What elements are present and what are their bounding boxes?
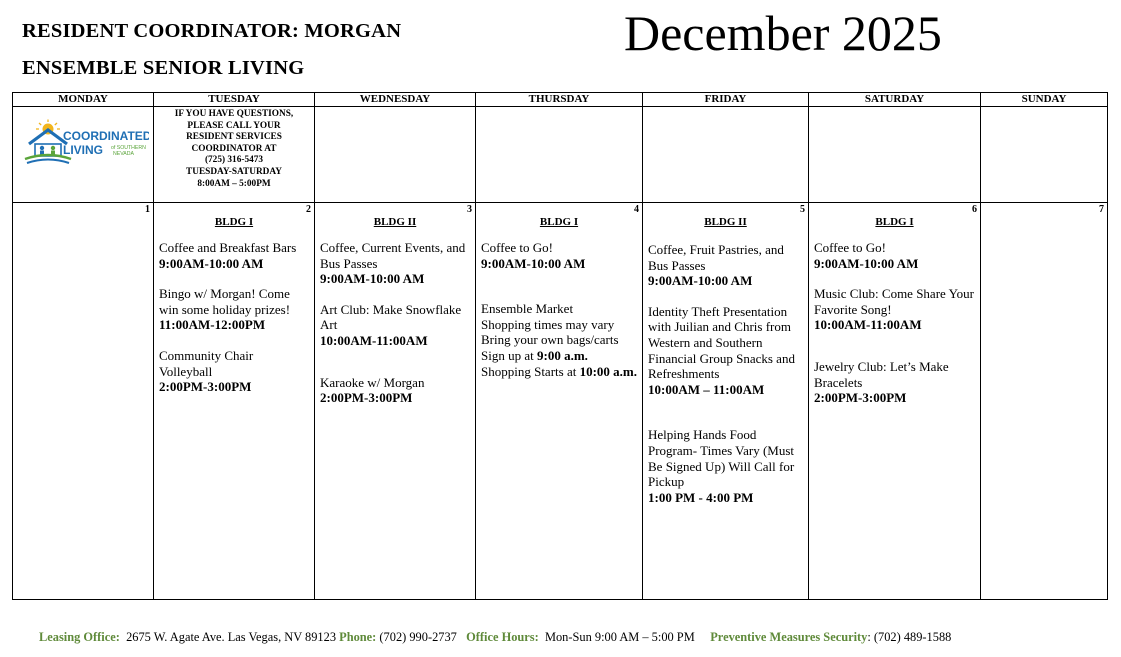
logo-cell (13, 107, 154, 203)
day-cell-2 (154, 203, 315, 600)
empty-cell (643, 107, 809, 203)
market-signup-text: Sign up at (481, 347, 537, 363)
event-time: 9:00AM-10:00 AM (320, 271, 425, 287)
market-start (481, 364, 637, 380)
event-title: Identity Theft Presentation with Juilian and Chris from Western and Southern Financial Group Snacks and Refreshments (648, 303, 795, 382)
event (648, 242, 803, 289)
empty-cell (315, 107, 476, 203)
leasing-office-label: Leasing Office: (39, 630, 120, 644)
event-time: 10:00AM-11:00AM (320, 332, 428, 348)
market-signup (481, 348, 637, 364)
day-cell-6 (809, 203, 981, 600)
logo-graphic (23, 119, 149, 167)
community-heading: ENSEMBLE SENIOR LIVING (22, 57, 305, 79)
event-time: 2:00PM-3:00PM (814, 390, 907, 406)
event (814, 286, 975, 333)
logo-word-living: LIVING (63, 143, 104, 157)
event (814, 359, 975, 406)
week-row (13, 203, 1108, 600)
notice-hours: 8:00AM – 5:00PM (197, 178, 271, 189)
empty-cell (981, 107, 1108, 203)
logo-sub-southern: of SOUTHERN (111, 145, 146, 151)
notice-line: PLEASE CALL YOUR (187, 120, 281, 131)
day-cell-7 (981, 203, 1108, 600)
notice-phone: (725) 316-5473 (204, 155, 264, 166)
event (320, 240, 470, 287)
market-start-text: Shopping Starts at (481, 363, 580, 379)
weekday-sunday: SUNDAY (981, 93, 1108, 107)
event-time: 11:00AM-12:00PM (159, 317, 266, 333)
building-label: BLDG I (875, 216, 914, 228)
day-number: 3 (467, 204, 472, 215)
info-row (13, 107, 1108, 203)
market-signup-time: 9:00 a.m. (536, 347, 588, 363)
event-time: 9:00AM-10:00 AM (159, 255, 264, 271)
phone-number: (702) 990-2737 (379, 630, 457, 644)
security-phone: : (702) 489-1588 (867, 630, 952, 644)
market-note: Shopping times may vary (481, 316, 615, 332)
leasing-office-address: 2675 W. Agate Ave. Las Vegas, NV 89123 (126, 630, 337, 644)
day-number: 4 (634, 204, 639, 215)
event-title: Art Club: Make Snowflake Art (320, 301, 462, 333)
market-title: Ensemble Market (481, 301, 574, 317)
market-note: Bring your own bags/carts (481, 332, 619, 348)
day-cell-5 (643, 203, 809, 600)
coordinator-notice (154, 107, 314, 190)
event-title: Coffee and Breakfast Bars (159, 240, 297, 255)
event-title: Coffee, Fruit Pastries, and Bus Passes (648, 242, 784, 273)
calendar-grid (12, 92, 1108, 600)
event-title: Bingo w/ Morgan! Come win some holiday prizes! (159, 286, 291, 317)
day-cell-4 (476, 203, 643, 600)
event-time: 2:00PM-3:00PM (320, 390, 413, 406)
event-time: 9:00AM-10:00 AM (814, 255, 919, 271)
event-title: Karaoke w/ Morgan (320, 374, 425, 390)
sun-icon (36, 120, 60, 135)
day-number: 7 (1099, 204, 1104, 215)
event-time: 10:00AM-11:00AM (814, 317, 922, 333)
event-title: Jewelry Club: Let’s Make Bracelets (814, 358, 949, 390)
market-start-time: 10:00 a.m. (579, 363, 638, 379)
notice-line: RESIDENT SERVICES (186, 132, 282, 143)
event (648, 427, 803, 505)
event (320, 375, 470, 406)
event-title: Community Chair Volleyball (159, 347, 254, 379)
notice-line: IF YOU HAVE QUESTIONS, (174, 109, 294, 119)
event (481, 240, 637, 271)
event-time: 2:00PM-3:00PM (159, 379, 252, 395)
notice-line: COORDINATOR AT (191, 143, 277, 154)
month-title: December 2025 (624, 5, 942, 61)
event-time: 9:00AM-10:00 AM (648, 273, 753, 289)
event (648, 304, 803, 398)
event-title: Coffee, Current Events, and Bus Passes (320, 240, 466, 271)
day-number: 6 (972, 204, 977, 215)
event (159, 240, 309, 271)
empty-cell (476, 107, 643, 203)
coordinator-notice-cell (154, 107, 315, 203)
office-hours-value: Mon-Sun 9:00 AM – 5:00 PM (544, 630, 695, 644)
market-event (481, 301, 637, 379)
building-label: BLDG II (704, 216, 747, 228)
weekday-wednesday: WEDNESDAY (315, 93, 476, 107)
weekday-header-row (13, 93, 1108, 107)
weekday-tuesday: TUESDAY (154, 93, 315, 107)
event-title: Music Club: Come Share Your Favorite Song! (814, 286, 974, 317)
weekday-thursday: THURSDAY (476, 93, 643, 107)
weekday-friday: FRIDAY (643, 93, 809, 107)
coordinator-heading: RESIDENT COORDINATOR: MORGAN (22, 20, 402, 42)
day-cell-1 (13, 203, 154, 600)
logo-sub-nevada: NEVADA (113, 151, 134, 157)
event-time: 9:00AM-10:00 AM (481, 255, 586, 271)
phone-label: Phone: (339, 630, 377, 644)
event-time: 10:00AM – 11:00AM (648, 381, 765, 397)
event (320, 302, 470, 349)
event (159, 286, 309, 333)
event-time: 1:00 PM - 4:00 PM (648, 489, 754, 505)
day-number: 2 (306, 204, 311, 215)
event-title: Helping Hands Food Program- Times Vary (Must Be Signed Up) Will Call for Pickup (648, 427, 795, 490)
building-label: BLDG I (214, 216, 254, 228)
weekday-saturday: SATURDAY (809, 93, 981, 107)
event-title: Coffee to Go! (481, 240, 553, 255)
day-cell-3 (315, 203, 476, 600)
event-title: Coffee to Go! (814, 240, 886, 255)
coordinated-living-logo (13, 107, 153, 172)
event (159, 348, 309, 395)
empty-cell (809, 107, 981, 203)
day-number: 5 (800, 204, 805, 215)
building-label: BLDG I (539, 216, 579, 228)
weekday-monday: MONDAY (13, 93, 154, 107)
notice-days: TUESDAY-SATURDAY (186, 166, 282, 177)
office-hours-label: Office Hours: (466, 630, 539, 644)
footer (39, 630, 951, 645)
security-label: Preventive Measures Security (710, 630, 868, 644)
logo-word-coordinated: COORDINATED (63, 129, 149, 143)
building-label: BLDG II (373, 216, 417, 228)
event (814, 240, 975, 271)
day-number: 1 (145, 204, 150, 215)
